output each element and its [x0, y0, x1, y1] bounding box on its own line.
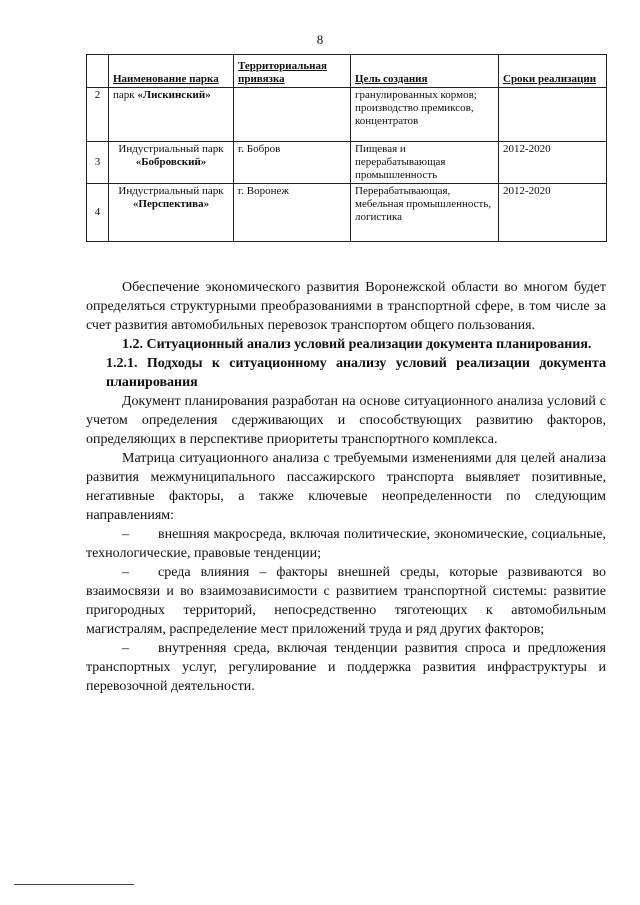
park-name: Индустриальный парк «Бобровский» [109, 142, 234, 184]
list-item: – внутренняя среда, включая тенденции развития спроса и предложения транспортных услуг, регулирование и поддержка развития инфраструктуры и перевозочной деятельности. [86, 641, 606, 694]
header-number [87, 55, 109, 88]
park-location: г. Воронеж [234, 184, 351, 242]
list-item: – внешняя макросреда, включая политические, экономические, социальные, технологические, правовые тенденции; [86, 527, 606, 561]
industrial-parks-table [86, 54, 607, 242]
page-number: 8 [316, 32, 324, 47]
park-name: парк «Лискинский» [109, 88, 234, 142]
row-number: 4 [87, 184, 109, 242]
list-item: – среда влияния – факторы внешней среды, которые развиваются во взаимосвязи и во взаимозависимости с развитием транспортной системы: развитие пригородных территорий, непосредственно тяготеющих к автомобильным магистралям, распределение мест приложений труда и ряд других факторов; [86, 565, 606, 637]
header-period: Сроки реализации [499, 55, 607, 88]
paragraph-planning-document: Документ планирования разработан на основе ситуационного анализа условий с учетом определения сдерживающих и способствующих развитию факторов, определяющих в перспективе приоритеты транспортного комплекса. [86, 394, 606, 447]
park-period: 2012-2020 [499, 184, 607, 242]
footer-divider [14, 884, 134, 885]
park-purpose: Пищевая и перерабатывающая промышленность [351, 142, 499, 184]
row-number: 2 [87, 88, 109, 142]
header-location: Территориальная привязка [234, 55, 351, 88]
park-name: Индустриальный парк «Перспектива» [109, 184, 234, 242]
section-heading-1-2: 1.2. Ситуационный анализ условий реализации документа планирования. [122, 337, 592, 352]
header-park-name: Наименование парка [109, 55, 234, 88]
table-row [87, 142, 607, 184]
section-heading-1-2-1: 1.2.1. Подходы к ситуационному анализу условий реализации документа планирования [106, 356, 606, 390]
table-row [87, 88, 607, 142]
park-location: г. Бобров [234, 142, 351, 184]
paragraph-transport-development: Обеспечение экономического развития Воронежской области во многом будет определяться структурными преобразованиями в транспортной сфере, в том числе за счет развития автомобильных перевозок транспортом общего пользования. [86, 280, 606, 333]
row-number: 3 [87, 142, 109, 184]
park-period [499, 88, 607, 142]
park-period: 2012-2020 [499, 142, 607, 184]
paragraph-analysis-matrix: Матрица ситуационного анализа с требуемыми изменениями для целей анализа развития межмуниципального пассажирского транспорта выявляет позитивные, негативные факторы, а также ключевые неопределенности по следующим направлениям: [86, 451, 606, 523]
park-purpose: гранулированных кормов; производство премиксов, концентратов [351, 88, 499, 142]
header-purpose: Цель создания [351, 55, 499, 88]
table-row [87, 184, 607, 242]
document-body [86, 278, 606, 696]
table-header-row [87, 55, 607, 88]
park-purpose: Перерабатывающая, мебельная промышленность, логистика [351, 184, 499, 242]
park-location [234, 88, 351, 142]
